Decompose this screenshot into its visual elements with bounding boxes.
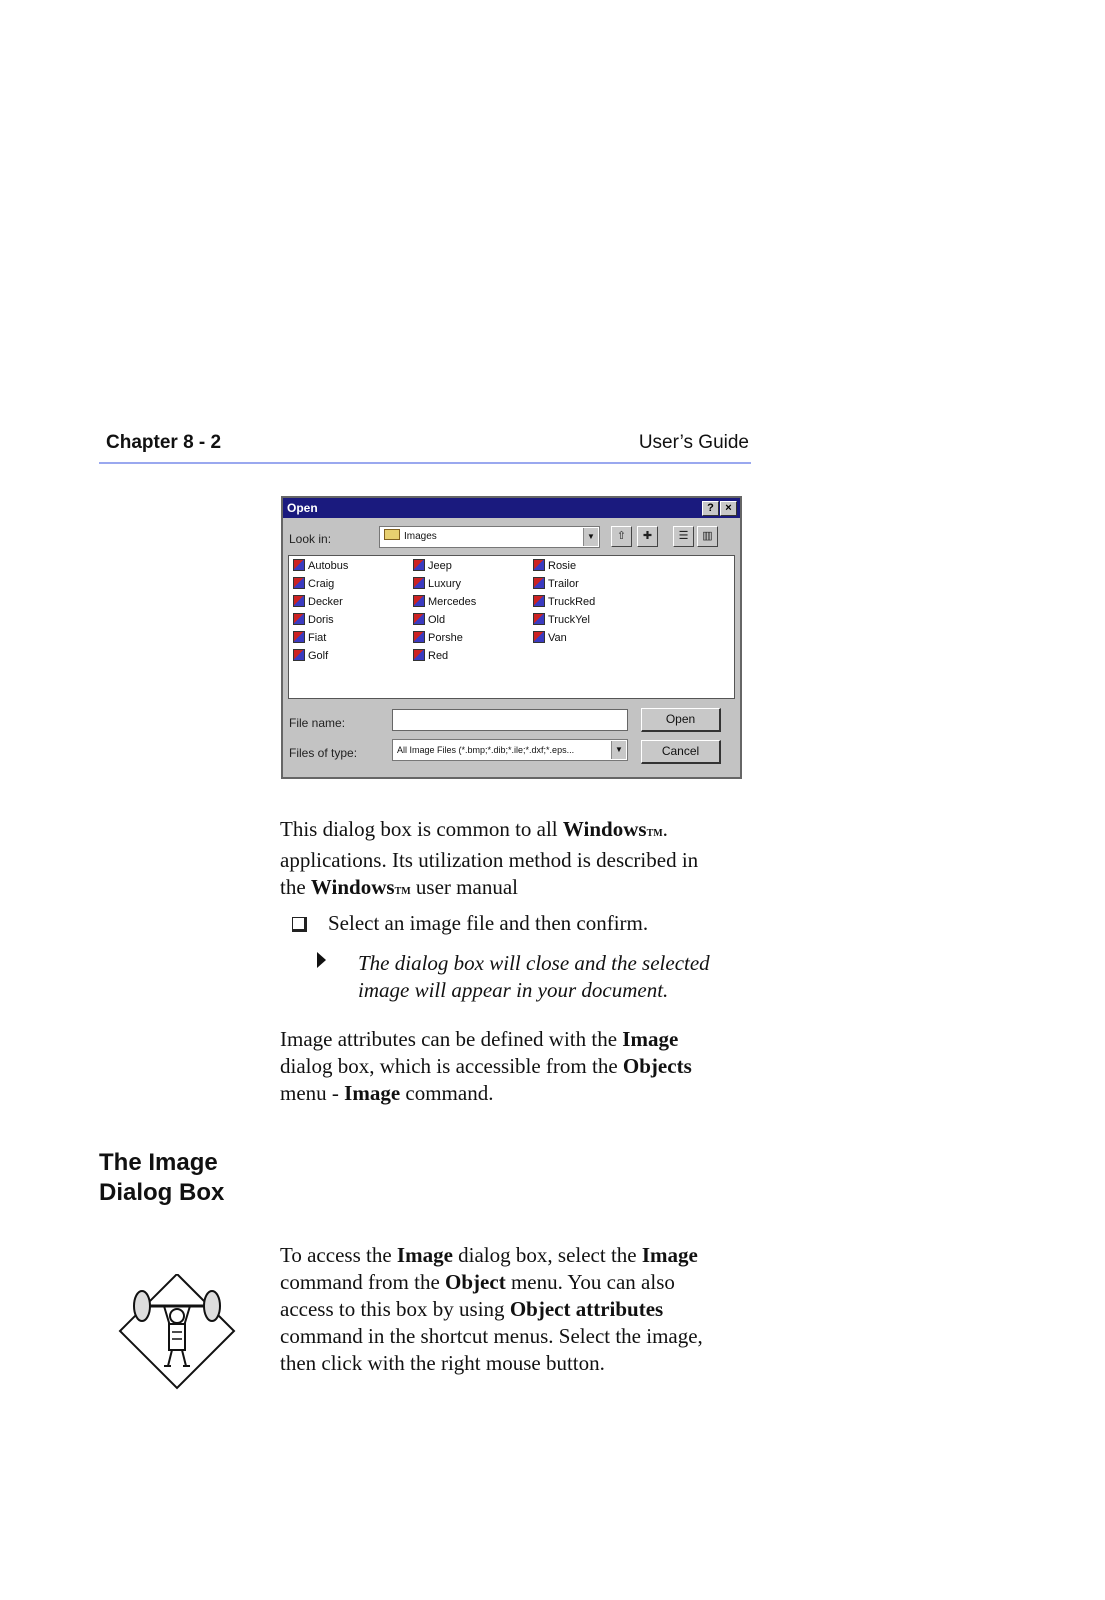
- guide-label: User’s Guide: [638, 432, 749, 453]
- tip-paragraph: To access the Image dialog box, select the Image command from the Object menu. You can also access to this box by using Object attributes command in the shortcut menus. Select the image, then click with the right mouse button.: [280, 1243, 703, 1375]
- up-folder-icon[interactable]: ⇧: [611, 526, 632, 547]
- file-item[interactable]: Autobus: [293, 558, 348, 574]
- file-name-label: File name:: [289, 716, 346, 730]
- step-checkbox-icon: [292, 917, 307, 932]
- attributes-paragraph: Image attributes can be defined with the Image dialog box, which is accessible from the Objects menu - Image command.: [280, 1027, 692, 1105]
- help-button[interactable]: ?: [702, 501, 719, 516]
- file-item[interactable]: TruckRed: [533, 594, 595, 610]
- image-file-icon: [413, 577, 425, 589]
- file-item[interactable]: Old: [413, 612, 445, 628]
- file-item[interactable]: Trailor: [533, 576, 579, 592]
- file-item[interactable]: Rosie: [533, 558, 576, 574]
- dialog-title: Open: [287, 501, 318, 515]
- file-item[interactable]: Luxury: [413, 576, 461, 592]
- file-item[interactable]: Red: [413, 648, 448, 664]
- chevron-down-icon[interactable]: ▼: [583, 528, 598, 546]
- image-file-icon: [533, 577, 545, 589]
- result-arrow-icon: [317, 952, 326, 968]
- files-of-type-value: All Image Files (*.bmp;*.dib;*.ile;*.dxf;*.eps...: [397, 745, 575, 755]
- weightlifter-tip-icon: [112, 1266, 242, 1396]
- look-in-value: Images: [404, 531, 437, 542]
- image-file-icon: [293, 595, 305, 607]
- file-item[interactable]: TruckYel: [533, 612, 590, 628]
- image-file-icon: [413, 649, 425, 661]
- section-heading: The Image Dialog Box: [99, 1149, 225, 1206]
- folder-icon: [384, 529, 400, 540]
- image-file-icon: [293, 559, 305, 571]
- dialog-title-bar: [283, 498, 740, 518]
- image-file-icon: [413, 595, 425, 607]
- look-in-combo[interactable]: [379, 526, 600, 548]
- file-item[interactable]: Jeep: [413, 558, 452, 574]
- file-item[interactable]: Craig: [293, 576, 334, 592]
- file-name-input[interactable]: [392, 709, 628, 731]
- files-of-type-label: Files of type:: [289, 746, 358, 760]
- files-of-type-combo[interactable]: [392, 739, 628, 761]
- image-file-icon: [293, 631, 305, 643]
- file-item[interactable]: Van: [533, 630, 567, 646]
- header-divider: [99, 462, 751, 464]
- cancel-button[interactable]: Cancel: [641, 740, 721, 764]
- open-button[interactable]: Open: [641, 708, 721, 732]
- file-item[interactable]: Decker: [293, 594, 343, 610]
- step-text: Select an image file and then confirm.: [328, 911, 649, 935]
- file-item[interactable]: Fiat: [293, 630, 326, 646]
- image-file-icon: [413, 631, 425, 643]
- close-button[interactable]: ×: [720, 501, 737, 516]
- result-text: The dialog box will close and the selected image will appear in your document.: [358, 951, 710, 1002]
- file-list[interactable]: [288, 555, 735, 699]
- file-item[interactable]: Mercedes: [413, 594, 476, 610]
- image-file-icon: [413, 613, 425, 625]
- image-file-icon: [293, 577, 305, 589]
- image-file-icon: [533, 595, 545, 607]
- image-file-icon: [293, 613, 305, 625]
- file-item[interactable]: Doris: [293, 612, 334, 628]
- chevron-down-icon[interactable]: ▼: [611, 741, 626, 759]
- list-view-icon[interactable]: ☰: [673, 526, 694, 547]
- open-dialog: [281, 496, 742, 779]
- image-file-icon: [533, 559, 545, 571]
- image-file-icon: [533, 613, 545, 625]
- new-folder-icon[interactable]: ✚: [637, 526, 658, 547]
- file-item[interactable]: Golf: [293, 648, 328, 664]
- image-file-icon: [533, 631, 545, 643]
- intro-paragraph: This dialog box is common to all WindowsTM. applications. Its utilization method is described in the WindowsTM user manual: [280, 817, 699, 899]
- chapter-label: Chapter 8 - 2: [106, 432, 222, 453]
- image-file-icon: [413, 559, 425, 571]
- details-view-icon[interactable]: ▥: [697, 526, 718, 547]
- image-file-icon: [293, 649, 305, 661]
- file-item[interactable]: Porshe: [413, 630, 463, 646]
- look-in-label: Look in:: [289, 532, 332, 546]
